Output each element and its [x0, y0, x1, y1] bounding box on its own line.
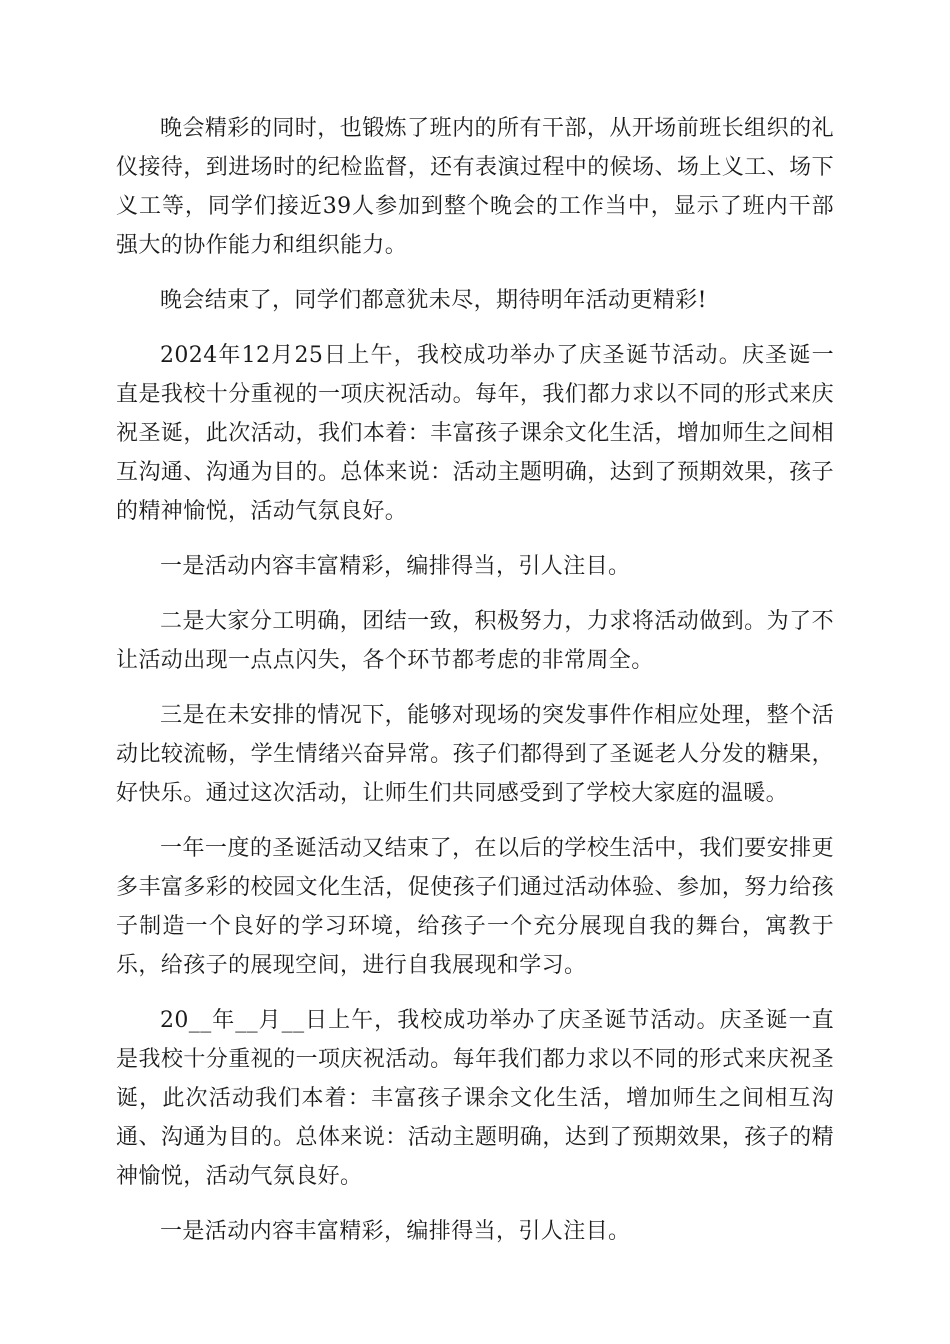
paragraph-christmas-template: 20__年__月__日上午，我校成功举办了庆圣诞节活动。庆圣诞一直是我校十分重视的一项庆祝活动。每年我们都力求以不同的形式来庆祝圣诞，此次活动我们本着：丰富孩子课余文化生活，增加师生之间相互沟通、沟通为目的。总体来说：活动主题明确，达到了预期效果，孩子的精神愉悦，活动气氛良好。	[116, 1008, 834, 1189]
paragraph-conclusion: 一年一度的圣诞活动又结束了，在以后的学校生活中，我们要安排更多丰富多彩的校园文化生活，促使孩子们通过活动体验、参加，努力给孩子制造一个良好的学习环境，给孩子一个充分展现自我的舞台，寓教于乐，给孩子的展现空间，进行自我展现和学习。	[116, 836, 834, 978]
paragraph-gala-cadres: 晚会精彩的同时，也锻炼了班内的所有干部，从开场前班长组织的礼仪接待，到进场时的纪检监督，还有表演过程中的候场、场上义工、场下义工等，同学们接近39人参加到整个晚会的工作当中，显示了班内干部强大的协作能力和组织能力。	[116, 116, 834, 258]
paragraph-point-three: 三是在未安排的情况下，能够对现场的突发事件作相应处理，整个活动比较流畅，学生情绪兴奋异常。孩子们都得到了圣诞老人分发的糖果，好快乐。通过这次活动，让师生们共同感受到了学校大家庭的温暖。	[116, 703, 834, 806]
paragraph-gala-end: 晚会结束了，同学们都意犹未尽，期待明年活动更精彩!	[160, 288, 707, 313]
paragraph-point-two: 二是大家分工明确，团结一致，积极努力，力求将活动做到。为了不让活动出现一点点闪失，各个环节都考虑的非常周全。	[116, 609, 834, 673]
document-body	[116, 109, 834, 1267]
paragraph-christmas-2024: 2024年12月25日上午，我校成功举办了庆圣诞节活动。庆圣诞一直是我校十分重视的一项庆祝活动。每年，我们都力求以不同的形式来庆祝圣诞，此次活动，我们本着：丰富孩子课余文化生活，增加师生之间相互沟通、沟通为目的。总体来说：活动主题明确，达到了预期效果，孩子的精神愉悦，活动气氛良好。	[116, 343, 834, 524]
paragraph-point-one: 一是活动内容丰富精彩，编排得当，引人注目。	[160, 554, 631, 579]
paragraph-point-one-repeat: 一是活动内容丰富精彩，编排得当，引人注目。	[160, 1219, 631, 1244]
